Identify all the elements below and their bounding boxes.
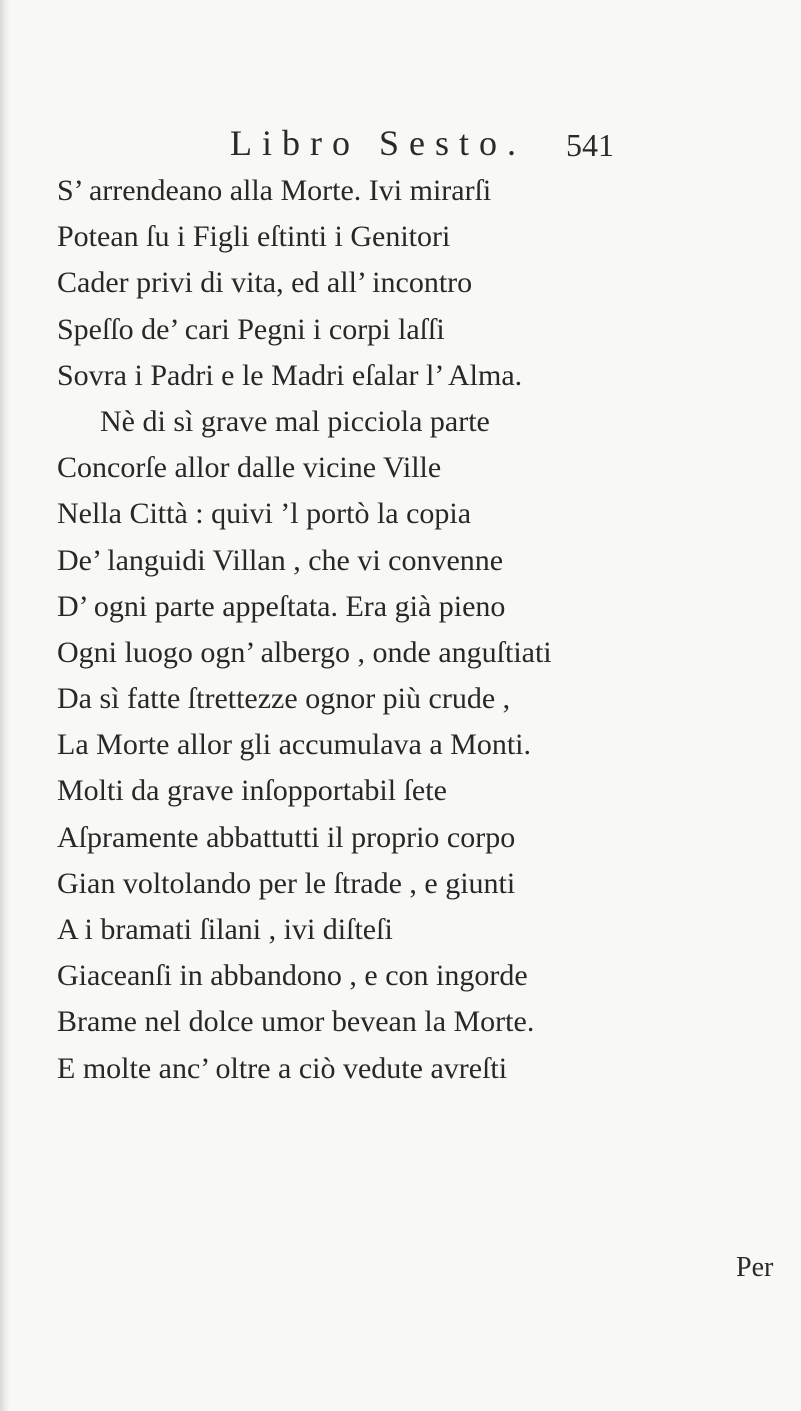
verse-line: Potean ſu i Figli eſtinti i Genitori [57, 220, 451, 254]
verse-line: Sovra i Padri e le Madri eſalar l’ Alma. [57, 358, 523, 392]
verse-line: Ogni luogo ogn’ albergo , onde anguſtiati [57, 635, 552, 669]
verse-line: Nella Città : quivi ’l portò la copia [57, 497, 472, 531]
verse-line: Giaceanſi in abbandono , e con ingorde [57, 959, 528, 993]
verse-line: E molte anc’ oltre a ciò vedute avreſti [57, 1051, 508, 1085]
verse-line: Concorſe allor dalle vicine Ville [57, 451, 442, 485]
verse-line: Cader privi di vita, ed all’ incontro [57, 266, 473, 300]
catchword: Per [736, 1252, 774, 1283]
verse-line: S’ arrendeano alla Morte. Ivi mirarſi [57, 174, 492, 207]
verse-line: D’ ogni parte appeſtata. Era già pieno [57, 589, 506, 623]
verse-line: De’ languidi Villan , che vi convenne [57, 543, 504, 577]
verse-line: La Morte allor gli accumulava a Monti. [57, 728, 532, 762]
verse-line: Speſſo de’ cari Pegni i corpi laſſi [57, 312, 445, 346]
verse-line: Molti da grave inſopportabil ſete [57, 774, 447, 808]
verse-line: Nè di sì grave mal picciola parte [100, 404, 490, 438]
page-binding-edge [0, 0, 10, 1411]
verse-line: A i bramati ſilani , ivi diſteſi [57, 913, 393, 946]
verse-block [57, 168, 552, 1092]
page-number: 541 [566, 127, 614, 163]
verse-line: Brame nel dolce umor bevean la Morte. [57, 1005, 535, 1039]
verse-line: Da sì fatte ſtrettezze ognor più crude , [57, 682, 511, 716]
running-head-title: Libro Sesto. [230, 123, 526, 163]
verse-line: Gian voltolando per le ſtrade , e giunti [57, 866, 516, 900]
verse-line: Aſpramente abbattutti il proprio corpo [57, 820, 516, 854]
